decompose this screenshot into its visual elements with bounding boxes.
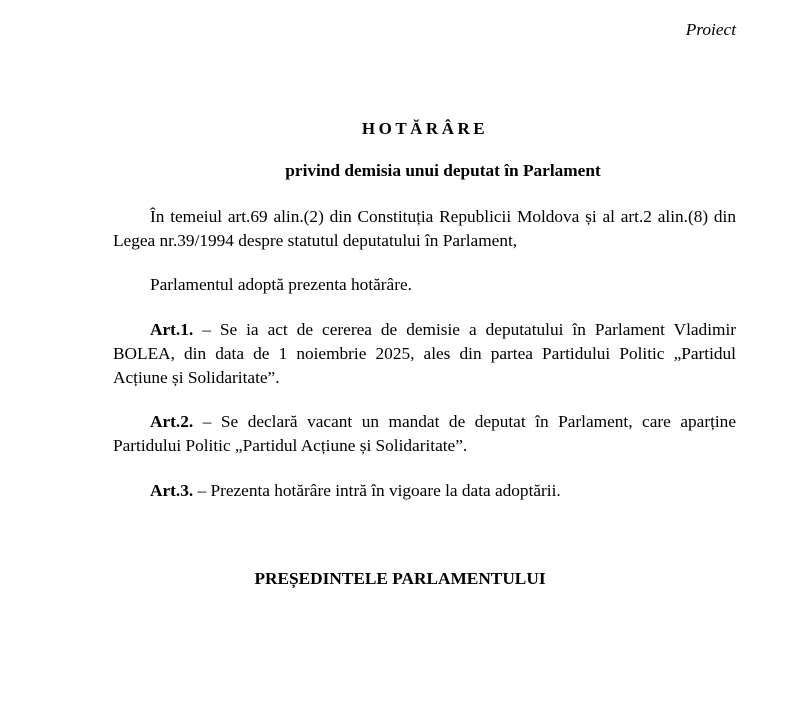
article-2-text: – Se declară vacant un mandat de deputat în Parlament, care aparține Partidului Politic „Partidul Acțiune și Solidaritate”. (113, 412, 736, 455)
article-1-label: Art.1. (150, 320, 194, 339)
document-subtitle: privind demisia unui deputat în Parlament (285, 161, 601, 180)
document-title: HOTĂRÂRE (361, 119, 489, 138)
article-1-text: – Se ia act de cererea de demisie a deputatului în Parlament Vladimir BOLEA, din data de 1 noiembrie 2025, ales din partea Partidului Politic „Partidul Acțiune și Solidaritate”. (113, 320, 736, 387)
article-2-paragraph (113, 410, 736, 458)
article-3-label: Art.3. (150, 481, 194, 500)
preamble-paragraph: În temeiul art.69 alin.(2) din Constituția Republicii Moldova și al art.2 alin.(8) din Legea nr.39/1994 despre statutul deputatului în Parlament, (113, 207, 736, 250)
draft-label: Proiect (685, 20, 736, 39)
article-1-paragraph (113, 318, 736, 390)
adoption-paragraph: Parlamentul adoptă prezenta hotărâre. (150, 275, 412, 294)
article-3-paragraph (113, 479, 736, 503)
article-2-label: Art.2. (150, 412, 194, 431)
article-3-text: – Prezenta hotărâre intră în vigoare la data adoptării. (193, 481, 561, 500)
signature-title: PREȘEDINTELE PARLAMENTULUI (254, 569, 546, 588)
